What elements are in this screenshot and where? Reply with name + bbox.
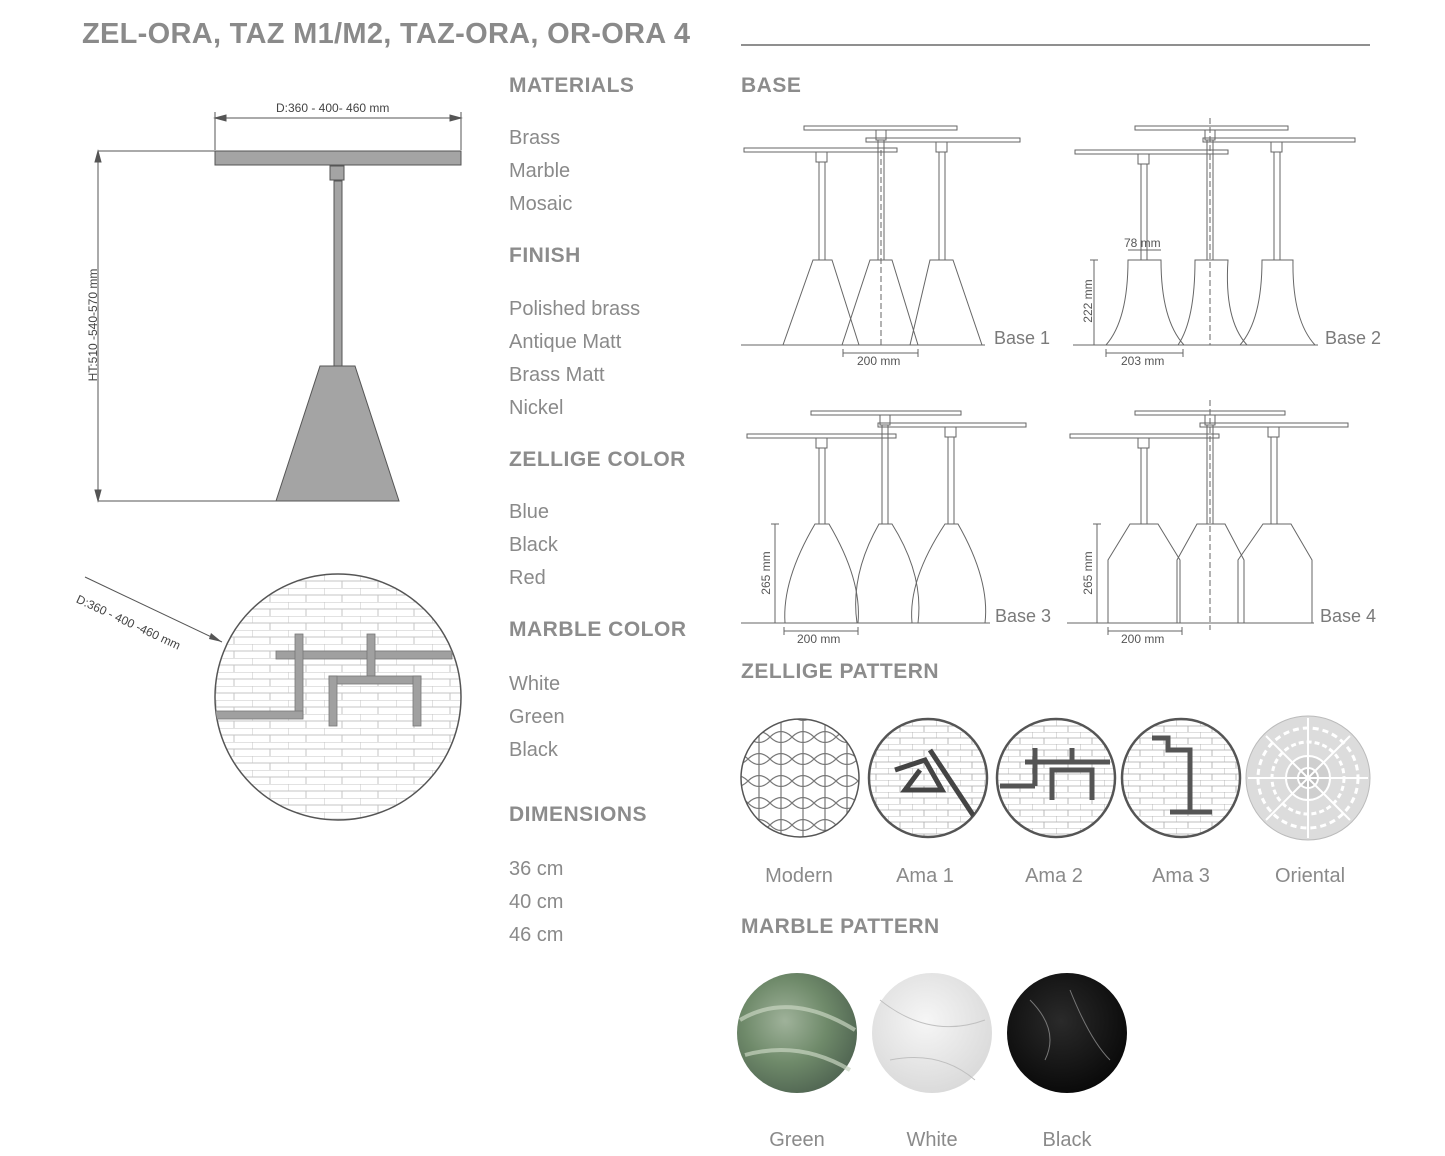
plan-diameter-dimension: D:360 - 400 -460 mm (74, 592, 183, 653)
material-item: Mosaic (509, 193, 573, 215)
base-heading: BASE (741, 74, 802, 97)
material-item: Brass (509, 127, 561, 149)
base-4-label: Base 4 (1320, 606, 1377, 626)
zellige-pattern-label: Ama 2 (1025, 865, 1083, 887)
zellige-pattern-label: Modern (765, 865, 833, 887)
base-2-label: Base 2 (1325, 328, 1382, 348)
zellige-color-heading: ZELLIGE COLOR (509, 448, 686, 471)
base-2-height-dimension: 222 mm (1081, 279, 1095, 323)
base-2-width-dimension: 203 mm (1121, 354, 1165, 368)
top-width-dimension: D:360 - 400- 460 mm (276, 101, 390, 115)
base-1-label: Base 1 (994, 328, 1051, 348)
height-dimension: HT:510 -540-570 mm (86, 268, 100, 382)
zellige-ama2-swatch (997, 719, 1115, 837)
marble-pattern-label: White (906, 1129, 958, 1151)
zellige-pattern-label: Ama 3 (1152, 865, 1210, 887)
marble-pattern-label: Black (1042, 1129, 1092, 1151)
title-divider (741, 44, 1370, 46)
marble-pattern-heading: MARBLE PATTERN (741, 915, 940, 938)
marble-color-item: Green (509, 706, 565, 728)
dimension-item: 46 cm (509, 924, 564, 946)
zellige-pattern-label: Oriental (1274, 865, 1346, 887)
marble-color-item: Black (509, 739, 558, 761)
zellige-ama1-swatch (869, 719, 987, 837)
materials-heading: MATERIALS (509, 74, 635, 97)
zellige-color-item: Blue (509, 501, 550, 523)
dimension-item: 36 cm (509, 858, 564, 880)
finish-item: Brass Matt (509, 364, 605, 386)
page-title: ZEL-ORA, TAZ M1/M2, TAZ-ORA, OR-ORA 4 (82, 18, 691, 50)
base-3-label: Base 3 (995, 606, 1052, 626)
marble-color-item: White (509, 673, 561, 695)
zellige-color-item: Black (509, 534, 558, 556)
base-2-neck-dimension: 78 mm (1124, 236, 1161, 250)
marble-pattern-label: Green (769, 1129, 825, 1151)
marble-pattern-swatches (0, 0, 1, 1)
dimension-item: 40 cm (509, 891, 564, 913)
zellige-pattern-label: Ama 1 (896, 865, 954, 887)
base-4-height-dimension: 265 mm (1081, 551, 1095, 595)
finish-item: Nickel (509, 397, 564, 419)
zellige-color-item: Red (509, 567, 546, 589)
zellige-ama3-swatch (1122, 719, 1240, 837)
zellige-oriental-swatch (1246, 716, 1370, 840)
base-4-width-dimension: 200 mm (1121, 632, 1165, 646)
dimensions-heading: DIMENSIONS (509, 803, 648, 826)
finish-heading: FINISH (509, 244, 581, 267)
base-3-height-dimension: 265 mm (759, 551, 773, 595)
material-item: Marble (509, 160, 571, 182)
base-1-width-dimension: 200 mm (857, 354, 901, 368)
marble-black-swatch (1007, 973, 1127, 1093)
finish-item: Polished brass (509, 298, 641, 320)
finish-item: Antique Matt (509, 331, 622, 353)
marble-color-heading: MARBLE COLOR (509, 618, 687, 641)
base-3-width-dimension: 200 mm (797, 632, 841, 646)
marble-green-swatch (737, 973, 857, 1093)
marble-white-swatch (872, 973, 992, 1093)
zellige-modern-swatch (741, 719, 859, 837)
zellige-pattern-heading: ZELLIGE PATTERN (741, 660, 940, 683)
